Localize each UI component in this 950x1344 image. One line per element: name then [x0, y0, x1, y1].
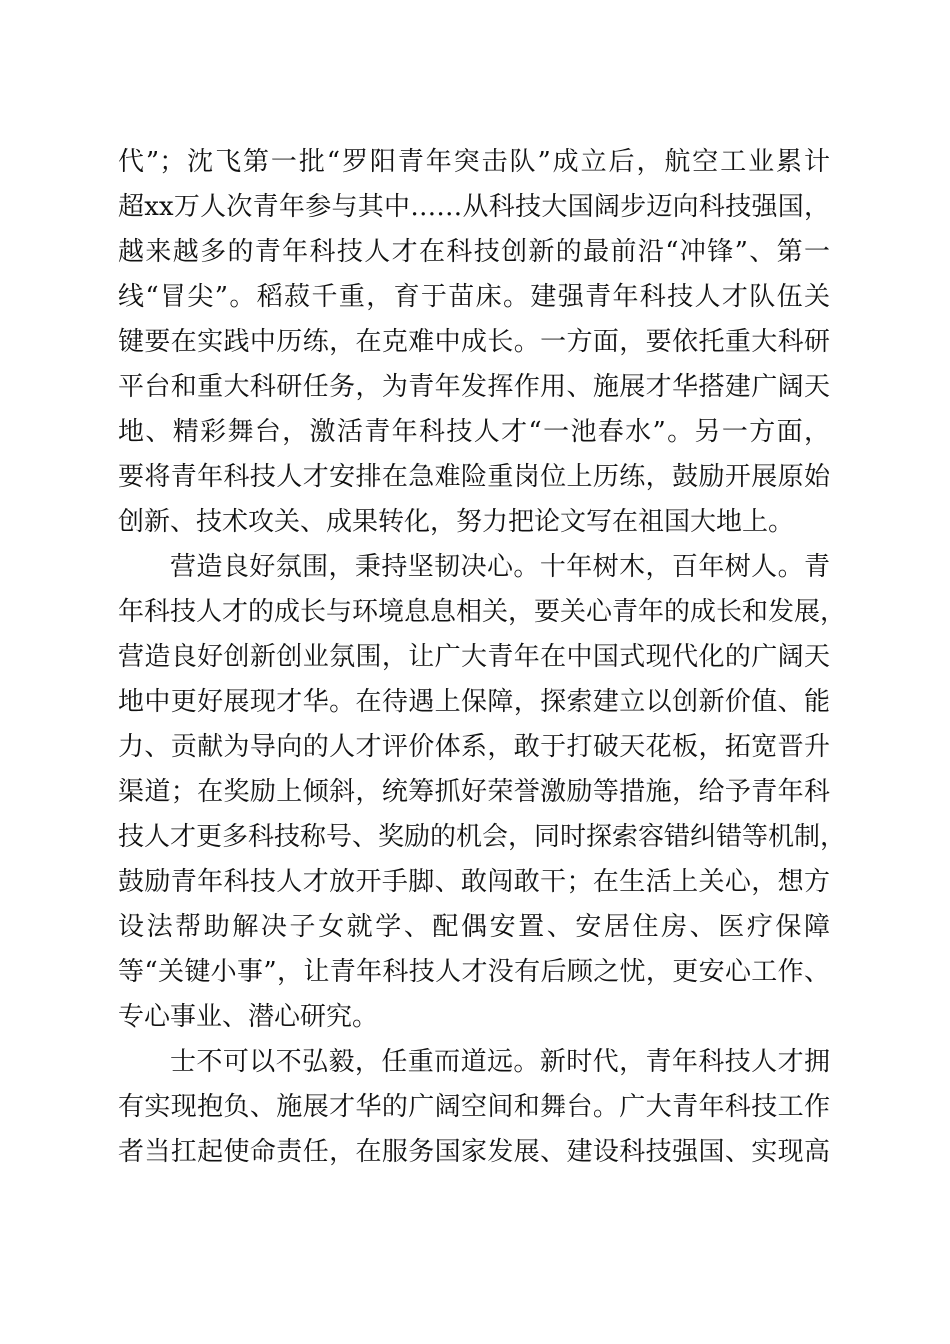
text-line: 越来越多的青年科技人才在科技创新的最前沿“冲锋”、第一: [118, 237, 830, 267]
paragraph-1: [118, 140, 830, 545]
text-line: 创新、技术攻关、成果转化，努力把论文写在祖国大地上。: [118, 507, 795, 537]
text-line: 渠道；在奖励上倾斜，统筹抓好荣誉激励等措施，给予青年科: [118, 777, 830, 807]
text-line: 技人才更多科技称号、奖励的机会，同时探索容错纠错等机制，: [118, 822, 847, 852]
text-line: 营造良好氛围，秉持坚韧决心。十年树木，百年树人。青: [170, 552, 830, 582]
text-line: 专心事业、潜心研究。: [118, 1002, 379, 1032]
text-line: 者当扛起使命责任，在服务国家发展、建设科技强国、实现高: [118, 1137, 830, 1167]
paragraph-2: [118, 545, 847, 1040]
text-line: 超xx万人次青年参与其中……从科技大国阔步迈向科技强国，: [118, 192, 830, 222]
text-line: 要将青年科技人才安排在急难险重岗位上历练，鼓励开展原始: [118, 462, 830, 492]
text-line: 年科技人才的成长与环境息息相关，要关心青年的成长和发展，: [118, 597, 847, 627]
text-line: 地中更好展现才华。在待遇上保障，探索建立以创新价值、能: [118, 687, 830, 717]
text-line: 设法帮助解决子女就学、配偶安置、安居住房、医疗保障: [118, 912, 830, 942]
text-line: 等“关键小事”，让青年科技人才没有后顾之忧，更安心工作、: [118, 957, 830, 987]
text-line: 力、贡献为导向的人才评价体系，敢于打破天花板，拓宽晋升: [118, 732, 830, 762]
text-line: 线“冒尖”。稻菽千重，育于苗床。建强青年科技人才队伍关: [118, 282, 830, 312]
paragraph-3: [118, 1040, 830, 1175]
text-line: 鼓励青年科技人才放开手脚、敢闯敢干；在生活上关心，想方: [118, 867, 830, 897]
text-line: 有实现抱负、施展才华的广阔空间和舞台。广大青年科技工作: [118, 1092, 830, 1122]
text-line: 代”；沈飞第一批“罗阳青年突击队”成立后，航空工业累计: [118, 147, 830, 177]
text-line: 平台和重大科研任务，为青年发挥作用、施展才华搭建广阔天: [118, 372, 830, 402]
document-body: [118, 140, 847, 1175]
text-line: 地、精彩舞台，激活青年科技人才“一池春水”。另一方面，: [118, 417, 830, 447]
text-line: 士不可以不弘毅，任重而道远。新时代，青年科技人才拥: [170, 1047, 830, 1077]
text-line: 营造良好创新创业氛围，让广大青年在中国式现代化的广阔天: [118, 642, 830, 672]
text-line: 键要在实践中历练，在克难中成长。一方面，要依托重大科研: [118, 327, 830, 357]
